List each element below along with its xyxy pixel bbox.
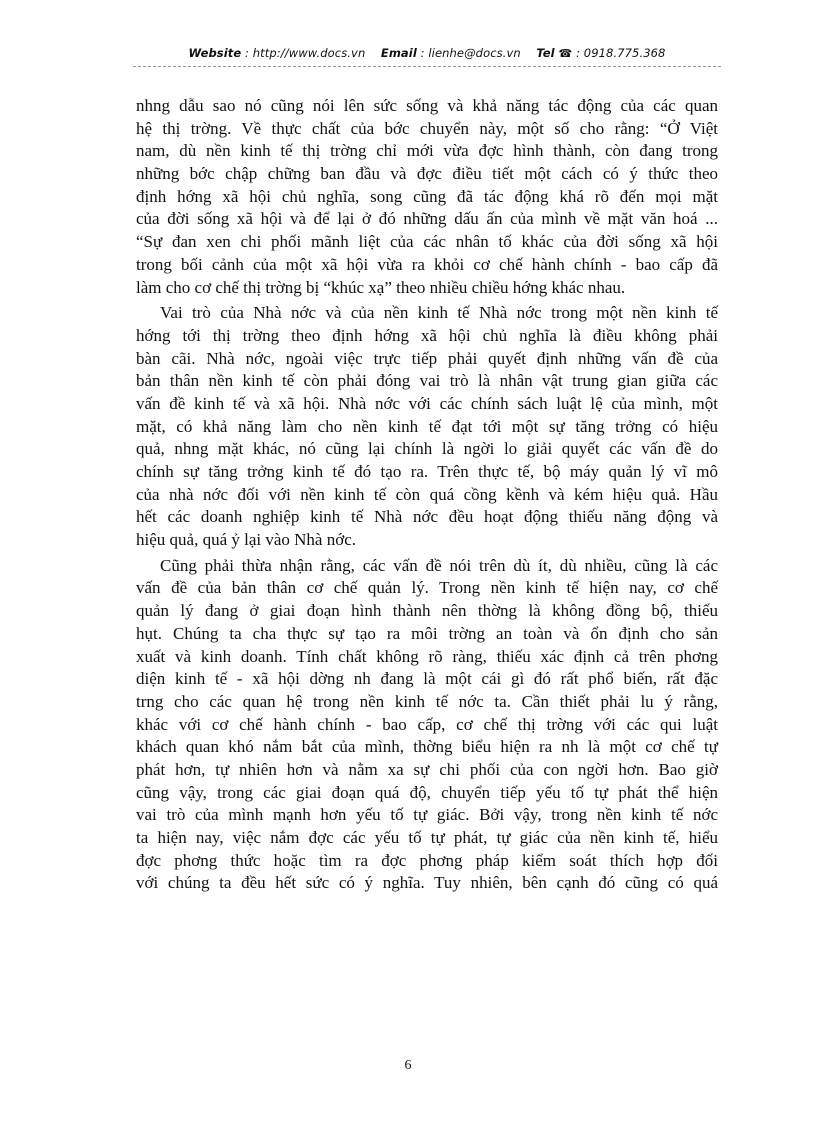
text-line: những bớc chập chững ban đầu và đợc điều tiết một cách có ý thức theo <box>136 164 718 184</box>
text-line: quản lý đang ở giai đoạn hình thành nên thờng là không đồng bộ, thiếu <box>136 601 718 621</box>
text-line: diện kinh tế - xã hội dờng nh đang là một cái gì đó rất phổ biến, rất đặc <box>136 669 718 689</box>
website-url: : http://www.docs.vn <box>245 46 366 60</box>
text-line: mặt, có khả năng làm cho nền kinh tế đạt tới một sự tăng trởng có hiệu <box>136 416 718 436</box>
tel-label: Tel <box>536 46 555 60</box>
paragraph-3 <box>136 555 718 895</box>
tel-number: : 0918.775.368 <box>576 46 666 60</box>
text-line: định hớng xã hội chủ nghĩa, song cũng đã tác động khá rõ đến mọi mặt <box>136 186 718 206</box>
text-line: trng cho các quan hệ trong nền kinh tế nớc ta. Cần thiết phải lu ý rằng, <box>136 691 718 711</box>
text-line: xuất và kinh doanh. Tính chất không rõ ràng, thiếu xác định cả trên phơng <box>136 646 718 666</box>
page-number: 6 <box>404 1058 412 1073</box>
email-label: Email <box>380 46 417 60</box>
page-header <box>133 46 721 60</box>
document-body <box>136 95 718 895</box>
website-label: Website <box>188 46 242 60</box>
text-line: hiệu quả, quá ỷ lại vào Nhà nớc. <box>136 530 357 550</box>
text-line: hết các doanh nghiệp kinh tế Nhà nớc đều hoạt động thiếu năng động và <box>136 507 718 527</box>
text-line: quả, nhng mặt khác, nó cũng lại chính là ngời lo giải quyết các vấn đề do <box>136 439 718 459</box>
text-line: hụt. Chúng ta cha thực sự tạo ra môi trờng an toàn và ổn định cho sản <box>136 623 718 643</box>
text-line: cũng vậy, trong các giai đoạn quá độ, chuyển tiếp yếu tố tự phát thể hiện <box>136 782 718 802</box>
text-line: Cũng phải thừa nhận rằng, các vấn đề nói trên dù ít, dù nhiều, cũng là các <box>160 555 718 575</box>
email-address: : lienhe@docs.vn <box>420 46 521 60</box>
text-line: “Sự đan xen chi phối mãnh liệt của các nhân tố khác của đời sống xã hội <box>136 232 718 252</box>
text-line: chính sự tăng trởng kinh tế đó tạo ra. Trên thực tế, bộ máy quản lý vĩ mô <box>136 462 718 481</box>
text-line: nhng dẫu sao nó cũng nói lên sức sống và khả năng tác động của các quan <box>136 96 718 115</box>
text-line: đợc phơng thức hoặc tìm ra đợc phơng pháp kiểm soát thích hợp đối <box>136 850 718 870</box>
text-line: nam, dù nền kinh tế thị trờng chỉ mới vừa đợc hình thành, còn đang trong <box>136 141 718 161</box>
text-line: vấn đề kinh tế và xã hội. Nhà nớc với các chính sách luật lệ của mình, một <box>136 393 718 413</box>
text-line: phát hơn, tự nhiên hơn và nằm xa sự chi phối của con ngời hơn. Bao giờ <box>136 759 718 779</box>
text-line: với chúng ta đều hết sức có ý nghĩa. Tuy nhiên, bên cạnh đó cũng có quá <box>136 873 718 893</box>
paragraph-2 <box>136 302 718 552</box>
text-line: khác với cơ chế hành chính - bao cấp, cơ chế thị trờng với các qui luật <box>136 714 718 734</box>
text-line: hệ thị trờng. Về thực chất của bớc chuyển này, một số cho rằng: “Ở Việt <box>136 118 718 138</box>
text-line: bản thân nền kinh tế còn phải đóng vai trò là nhân vật trung gian giữa các <box>136 371 718 391</box>
text-line: của nhà nớc đối với nền kinh tế còn quá cồng kềnh và kém hiệu quả. Hầu <box>136 484 718 504</box>
text-line: của đời sống xã hội và để lại ở đó những dấu ấn của mình về mặt văn hoá ... <box>136 209 718 229</box>
text-line: khách quan khó nắm bắt của mình, thờng biểu hiện ra nh là một cơ chế tự <box>136 737 718 757</box>
text-line: hớng tới thị trờng theo định hớng xã hội chủ nghĩa là điều không phải <box>136 325 718 345</box>
text-line: trong bối cảnh của một xã hội vừa ra khỏi cơ chế hành chính - bao cấp đã <box>136 254 718 274</box>
text-line: bàn cãi. Nhà nớc, ngoài việc trực tiếp phải quyết định những vấn đề của <box>136 348 718 368</box>
text-line: vai trò của mình mạnh hơn yếu tố tự giác. Bởi vậy, trong nền kinh tế nớc <box>136 805 718 825</box>
paragraph-1 <box>136 95 718 299</box>
text-line: ta hiện nay, việc nắm đợc các yếu tố tự phát, tự giác của nền kinh tế, hiểu <box>136 828 718 847</box>
text-line: làm cho cơ chế thị trờng bị “khúc xạ” theo nhiều chiều hớng khác nhau. <box>136 277 626 297</box>
phone-icon: ☎ <box>558 47 573 60</box>
text-line: Vai trò của Nhà nớc và của nền kinh tế Nhà nớc trong một nền kinh tế <box>160 303 718 323</box>
header-divider <box>133 66 721 67</box>
text-line: vấn đề của bản thân cơ chế quản lý. Trong nền kinh tế hiện nay, cơ chế <box>136 578 718 598</box>
